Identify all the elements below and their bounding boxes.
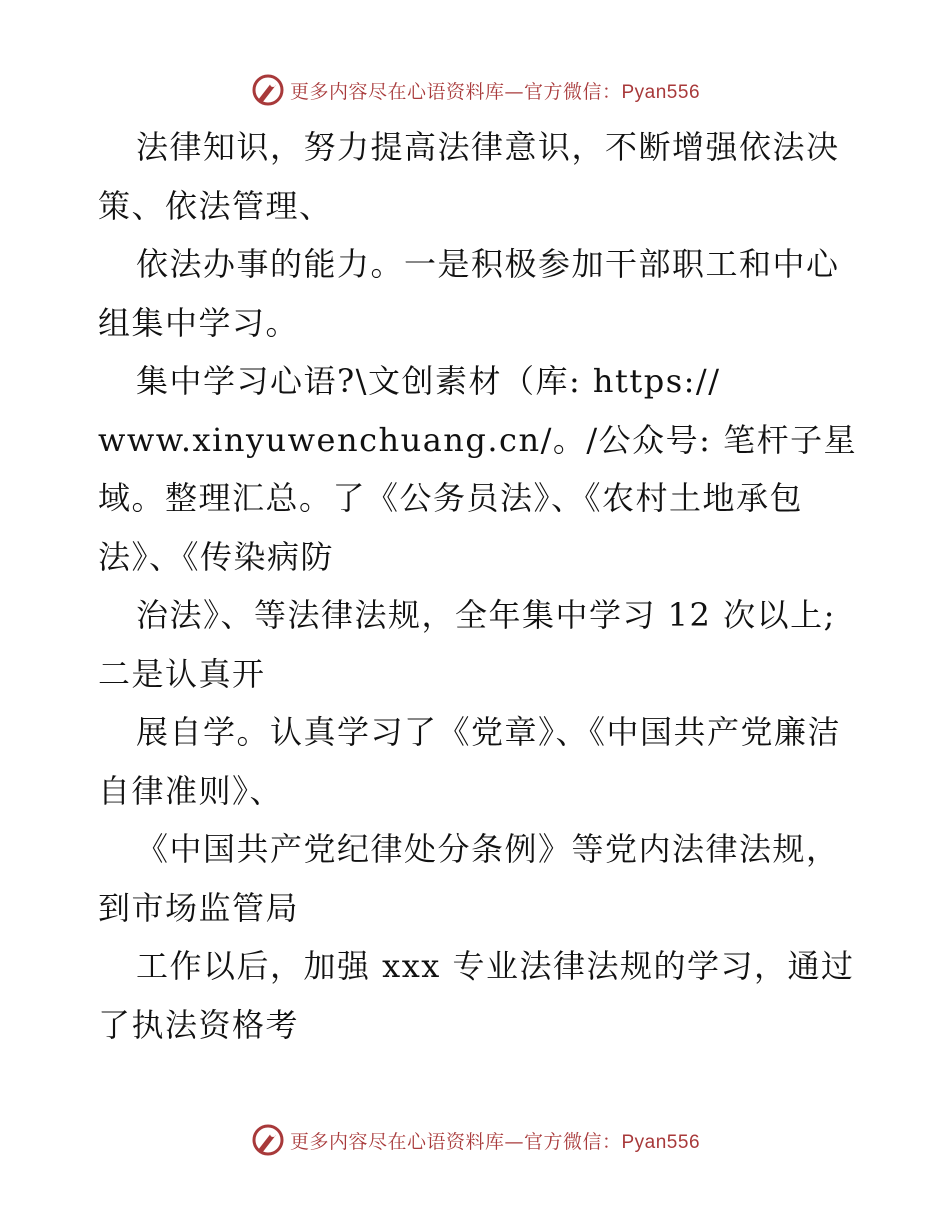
header-banner-main: 更多内容尽在心语资料库 xyxy=(289,80,505,103)
footer-banner xyxy=(0,1120,950,1160)
footer-banner-wechat-id: Pyan556 xyxy=(621,1131,701,1153)
header-banner-wechat-id: Pyan556 xyxy=(621,81,701,103)
fountain-pen-circle-icon xyxy=(250,1122,286,1158)
paragraph-7: 工作以后，加强 xxx 专业法律法规的学习，通过了执法资格考 xyxy=(98,947,855,1044)
header-banner-text xyxy=(290,77,700,104)
footer-banner-main: 更多内容尽在心语资料库 xyxy=(289,1130,505,1153)
footer-banner-text xyxy=(290,1127,700,1154)
footer-banner-separator: — xyxy=(504,1130,524,1153)
document-body xyxy=(98,118,868,1054)
paragraph-4: 治法》、等法律法规，全年集中学习 12 次以上; 二是认真开 xyxy=(98,596,848,693)
paragraph-5: 展自学。认真学习了《党章》、《中国共产党廉洁自律准则》、 xyxy=(98,713,842,810)
header-banner xyxy=(0,70,950,110)
paragraph-3: 集中学习心语?\文创素材（库: https:// www.xinyuwenchuang.cn/。/公众号: 笔杆子星 域。整理汇总。了《公务员法》、《农村土地承包法》、《传染病防 xyxy=(98,362,858,576)
fountain-pen-circle-icon xyxy=(250,72,286,108)
paragraph-6: 《中国共产党纪律处分条例》等党内法律法规，到市场监管局 xyxy=(98,830,840,927)
paragraph-1: 法律知识，努力提高法律意识，不断增强依法决策、依法管理、 xyxy=(98,128,840,225)
header-banner-wechat-label: 官方微信： xyxy=(523,80,622,103)
header-banner-separator: — xyxy=(504,80,524,103)
footer-banner-wechat-label: 官方微信： xyxy=(523,1130,622,1153)
paragraph-2: 依法办事的能力。一是积极参加干部职工和中心组集中学习。 xyxy=(98,245,840,342)
